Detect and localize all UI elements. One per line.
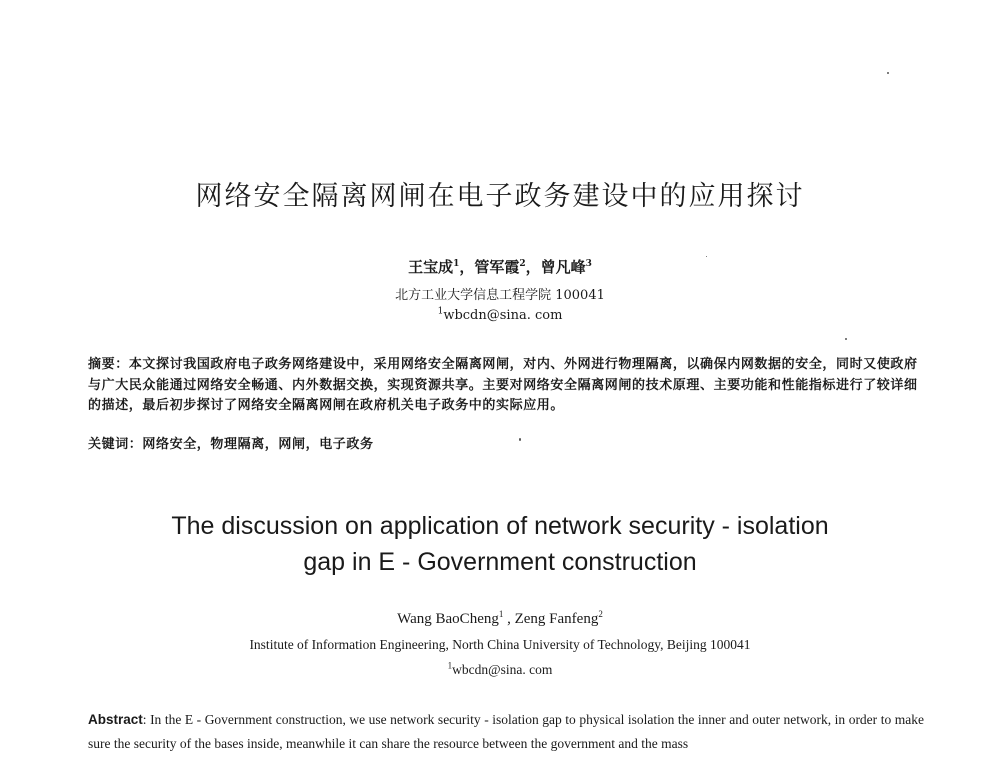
scan-speck <box>706 256 707 257</box>
email-text: wbcdn@sina. com <box>443 308 563 323</box>
author-sup: 2 <box>598 609 603 619</box>
english-authors <box>0 611 1000 628</box>
chinese-affiliation: 北方工业大学信息工程学院 100041 <box>395 288 605 303</box>
chinese-abstract-label: 摘要： <box>88 357 129 372</box>
english-email <box>0 662 1000 678</box>
chinese-keywords-label: 关键词： <box>88 437 143 452</box>
author-name: Zeng Fanfeng <box>514 611 599 627</box>
english-title-line-1: The discussion on application of network security - isolation <box>171 512 829 540</box>
chinese-authors <box>0 256 1000 277</box>
author-separator: , <box>503 611 515 627</box>
chinese-abstract-text: 本文探讨我国政府电子政务网络建设中，采用网络安全隔离网闸，对内、外网进行物理隔离，以确保内网数据的安全，同时又使政府与广大民众能通过网络安全畅通、内外数据交换，实现资源共享。主要对网络安全隔离网闸的技术原理、主要功能和性能指标进行了较详细的描述，最后初步探讨了网络安全隔离网闸在政府机关电子政务中的实际应用。 <box>88 357 918 413</box>
author-sup: 3 <box>585 259 592 269</box>
author-name: 曾凡峰 <box>540 258 586 276</box>
email-text: wbcdn@sina. com <box>452 662 553 677</box>
english-abstract-text: In the E - Government construction, we use network security - isolation gap to physical isolation the inner and outer network, in order to make sure the security of the bases inside, meanwhile it can share the resource between the government and the mass <box>88 712 924 751</box>
english-affiliation: Institute of Information Engineering, North China University of Technology, Beijing 100041 <box>249 637 751 652</box>
english-abstract-label: Abstract <box>88 712 143 727</box>
english-title <box>0 508 1000 580</box>
chinese-keywords <box>88 433 924 452</box>
author-separator: ， <box>459 258 475 276</box>
author-name: 管军霞 <box>474 258 520 276</box>
scan-speck <box>887 72 889 74</box>
chinese-abstract <box>88 355 924 417</box>
email-sup: 1 <box>447 660 453 671</box>
english-abstract <box>88 708 924 756</box>
author-sup: 2 <box>519 259 526 269</box>
chinese-keywords-text: 网络安全，物理隔离，网闸，电子政务 <box>142 437 374 452</box>
chinese-email <box>0 308 1000 323</box>
scan-speck <box>519 438 521 441</box>
english-title-line-2: gap in E - Government construction <box>303 548 697 576</box>
english-abstract-colon: : <box>142 712 151 727</box>
author-sup: 1 <box>453 259 460 269</box>
chinese-title: 网络安全隔离网闸在电子政务建设中的应用探讨 <box>195 181 805 212</box>
author-name: 王宝成 <box>408 258 454 276</box>
author-separator: ， <box>525 258 541 276</box>
email-sup: 1 <box>437 306 444 317</box>
scan-speck <box>845 338 847 340</box>
author-name: Wang BaoCheng <box>397 611 499 627</box>
author-sup: 1 <box>498 609 504 619</box>
